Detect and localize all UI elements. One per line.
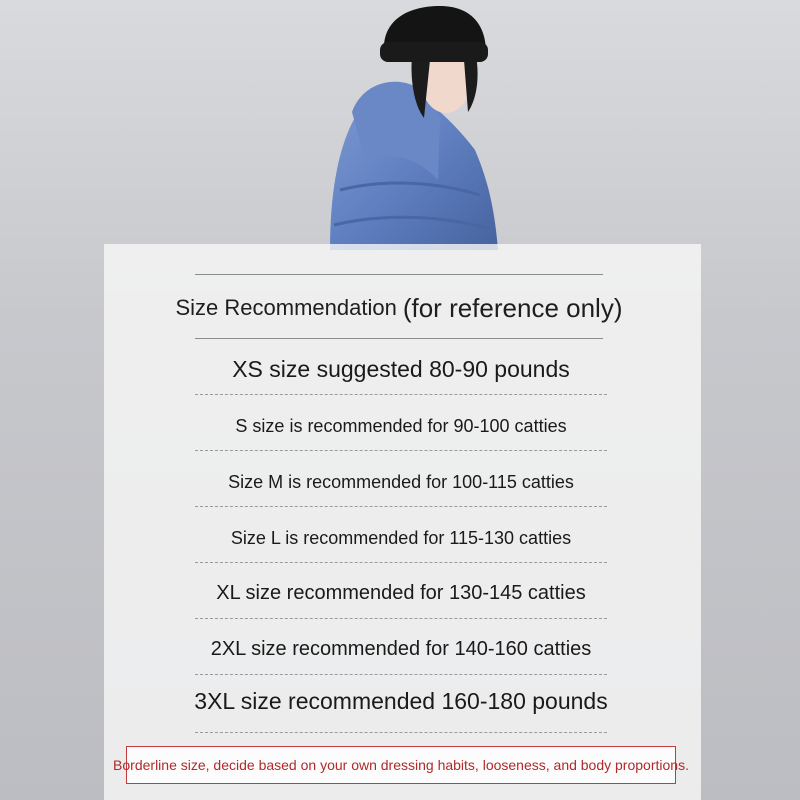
size-label: XL size recommended for 130-145 catties <box>216 581 586 604</box>
row-divider <box>195 562 607 563</box>
size-label: 2XL size recommended for 140-160 catties <box>210 637 592 660</box>
size-row-2xl <box>195 631 607 667</box>
size-chart-header <box>175 282 623 334</box>
size-row-s <box>195 408 607 444</box>
size-row-3xl <box>195 682 607 720</box>
size-label: Size M is recommended for 100-115 catties <box>228 471 574 492</box>
row-divider <box>195 394 607 395</box>
row-divider <box>195 732 607 733</box>
header-title: Size Recommendation <box>175 295 397 320</box>
row-divider <box>195 450 607 451</box>
row-divider <box>195 674 607 675</box>
header-bottom-rule <box>195 338 603 339</box>
borderline-size-notice <box>113 746 689 784</box>
row-divider <box>195 618 607 619</box>
row-divider <box>195 506 607 507</box>
size-row-m <box>195 464 607 500</box>
size-label: XS size suggested 80-90 pounds <box>232 355 570 382</box>
size-row-xs <box>195 350 607 388</box>
size-row-l <box>195 520 607 556</box>
size-row-xl <box>195 575 607 611</box>
header-top-rule <box>195 274 603 275</box>
size-label: 3XL size recommended 160-180 pounds <box>194 687 608 714</box>
size-label: S size is recommended for 90-100 catties <box>235 415 567 436</box>
header-note: (for reference only) <box>402 292 623 323</box>
size-label: Size L is recommended for 115-130 catties <box>230 527 572 548</box>
notice-text: Borderline size, decide based on your own dressing habits, looseness, and body proportions. <box>113 757 689 773</box>
